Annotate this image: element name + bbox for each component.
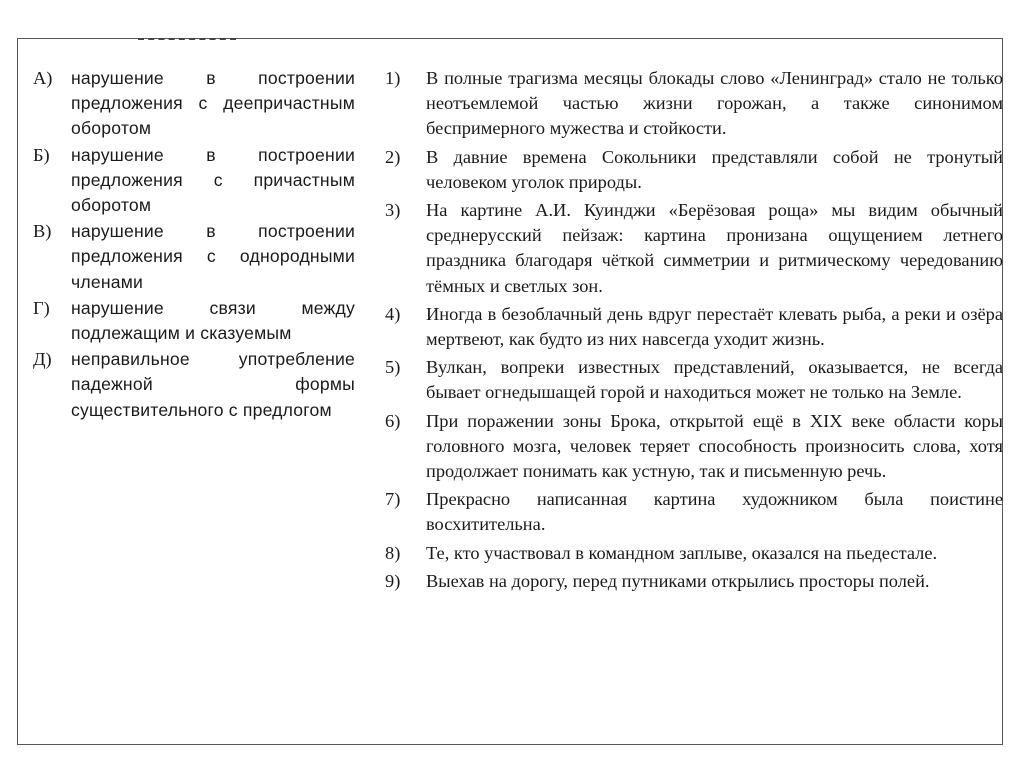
cutoff-line — [138, 38, 236, 42]
sentence-item-9 — [385, 569, 1003, 594]
error-letter: А) — [33, 68, 53, 88]
sentence-item-8 — [385, 541, 1003, 566]
sentence-item-1 — [385, 66, 1003, 142]
sentence-number: 4) — [385, 303, 401, 324]
error-text: нарушение в построении предложения с причастным оборотом — [71, 144, 355, 216]
sentence-text: В давние времена Сокольники представляли собой не тронутый человеком уголок природы. — [426, 146, 1003, 192]
sentence-text: Те, кто участвовал в командном заплыве, оказался на пьедестале. — [426, 542, 938, 563]
error-text: нарушение в построении предложения с однородными членами — [71, 221, 355, 292]
error-item-v — [33, 219, 355, 295]
sentence-number: 6) — [385, 410, 401, 431]
error-text: нарушение в построении предложения с деепричастным оборотом — [71, 68, 355, 139]
error-letter: Д) — [33, 349, 52, 370]
sentence-item-6 — [385, 409, 1003, 485]
sentence-item-3 — [385, 198, 1003, 299]
sentence-item-5 — [385, 355, 1003, 405]
sentence-text: На картине А.И. Куинджи «Берёзовая роща» мы видим обычный среднерусский пейзаж: картина пронизана ощущением летнего праздника благодаря чёткой симметрии и ритмическому чередованию тёмных и светлых зон. — [426, 200, 1003, 296]
sentence-number: 2) — [385, 146, 401, 167]
error-item-d — [33, 347, 355, 423]
error-item-g — [33, 296, 355, 346]
error-item-a — [33, 66, 355, 142]
sentence-text: Прекрасно написанная картина художником была поистине восхитительна. — [426, 489, 1003, 535]
error-text: неправильное употребление падежной формы существительного с предлогом — [71, 349, 355, 420]
sentences-column — [385, 66, 1003, 597]
sentence-number: 9) — [385, 570, 401, 591]
sentence-item-4 — [385, 302, 1003, 352]
sentence-number: 8) — [385, 542, 401, 563]
error-letter: Б) — [33, 144, 50, 165]
error-letter: В) — [33, 221, 52, 242]
sentence-text: Иногда в безоблачный день вдруг перестаёт клевать рыба, а реки и озёра мертвеют, как будто из них навсегда уходит жизнь. — [426, 303, 1003, 350]
sentence-number: 3) — [385, 200, 401, 221]
sentence-item-2 — [385, 145, 1003, 195]
sentence-number: 1) — [385, 68, 401, 88]
sentence-number: 7) — [385, 489, 401, 510]
sentence-item-7 — [385, 487, 1003, 537]
sentence-text: В полные трагизма месяцы блокады слово «Ленинград» стало не только неотъемлемой частью жизни горожан, а также синонимом беспримерного мужества и стойкости. — [426, 68, 1003, 139]
error-item-b — [33, 143, 355, 219]
sentence-text: При поражении зоны Брока, открытой ещё в XIX веке области коры головного мозга, человек теряет способность произносить слова, хотя продолжает понимать как устную, так и письменную речь. — [426, 410, 1003, 482]
error-text: нарушение связи между подлежащим и сказуемым — [71, 297, 355, 344]
sentence-text: Выехав на дорогу, перед путниками открылись просторы полей. — [426, 570, 930, 591]
error-letter: Г) — [33, 297, 50, 318]
sentence-text: Вулкан, вопреки известных представлений, оказывается, не всегда бывает огнедышащей горой и находиться может не только на Земле. — [426, 357, 1003, 403]
sentence-number: 5) — [385, 357, 401, 378]
error-types-column — [33, 66, 355, 424]
